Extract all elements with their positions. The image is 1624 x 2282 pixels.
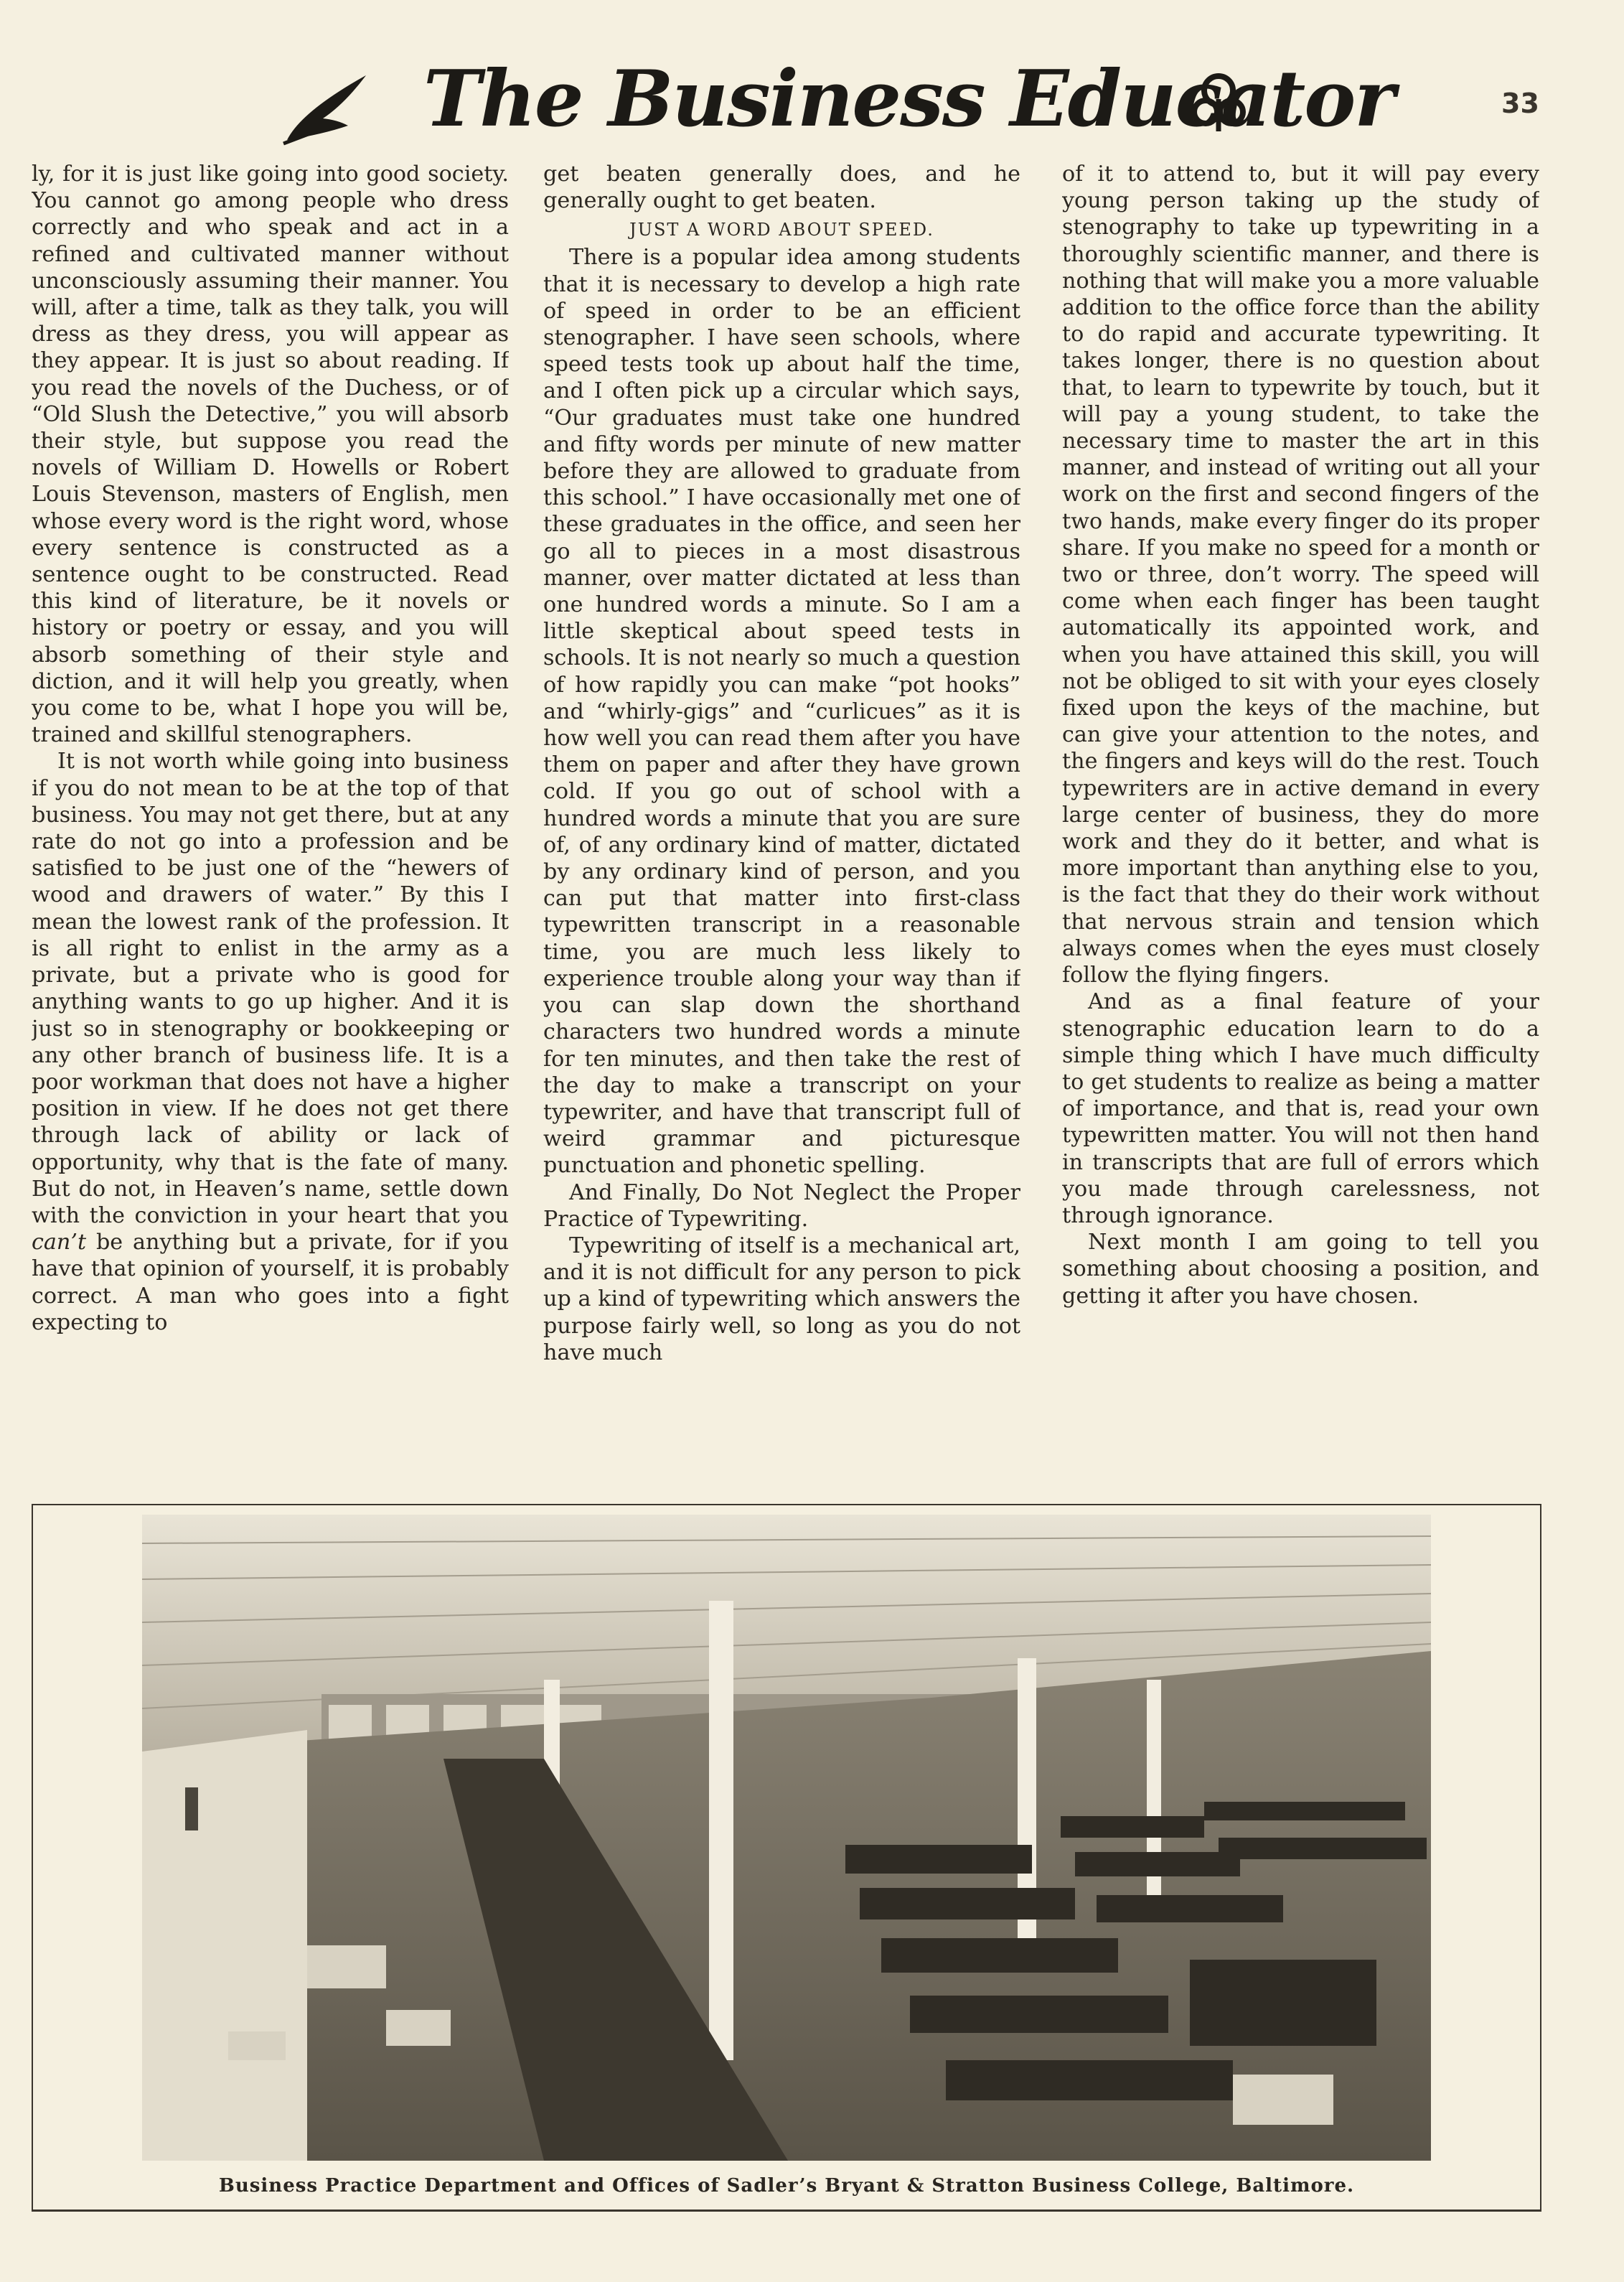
paragraph: get beaten generally does, and he generally ought to get beaten. <box>543 162 1020 214</box>
paragraph: Typewriting of itself is a mechanical art, and it is not difficult for any person to pick up a kind of typewriting which answers the purpose fairly well, so long as you do not have much <box>543 1233 1020 1365</box>
classroom-photograph <box>142 1515 1431 2161</box>
paragraph: of it to attend to, but it will pay every young person taking up the study of stenography to take up typewriting in a thoroughly scientific manner, and there is nothing that will make you a more valuable addition to the office force than the ability to do rapid and accurate typewriting. It takes longer, there is no question about that, to learn to typewrite by touch, but it will pay a young student, to take the necessary time to master the art in this manner, and instead of writing out all your work on the first and second fingers of the two hands, make every finger do its proper share. If you make no speed for a month or two or three, don’t worry. The speed will come when each finger has been taught automatically its appointed work, and when you have attained this skill, you will not be obliged to sit with your eyes closely fixed upon the keys of the machine, but can give your attention to the notes, and the fingers and keys will do the rest. Touch typewriters are in active demand in every large center of business, they do more work and they do it better, and what is more important than anything else to you, is the fact that they do their work without that nervous strain and tension which always comes when the eyes must closely follow the flying fingers. <box>1062 162 1539 988</box>
paragraph: There is a popular idea among students that it is necessary to develop a high rate of speed in order to be an efficient stenographer. I have seen schools, where speed tests took up about half the time, and I often pick up a circular which says, “Our graduates must take one hundred and fifty words per minute of new matter before they are allowed to graduate from this school.” I have occasionally met one of these graduates in the office, and seen her go all to pieces in a most disastrous manner, over matter dictated at less than one hundred words a minute. So I am a little skeptical about speed tests in schools. It is not nearly so much a question of how rapidly you can make “pot hooks” and “whirly-gigs” and “curlicues” as it is how well you can read them after you have them on paper and after they have grown cold. If you go out of school with a hundred words a minute that you are sure of, of any ordinary kind of matter, dictated by any ordinary kind of person, and you can put that matter into first-class typewritten transcript in a reasonable time, you are much less likely to experience trouble along your way than if you can slap down the shorthand characters two hundred words a minute for ten minutes, and then take the rest of the day to make a transcript on your typewriter, and have that transcript full of weird grammar and picturesque punctuation and phonetic spelling. <box>543 245 1020 1179</box>
emphasis-text: can’t <box>32 1230 87 1255</box>
paragraph: And Finally, Do Not Neglect the Proper Practice of Typewriting. <box>543 1179 1020 1232</box>
text-column-1 <box>32 161 509 1485</box>
text-column-2 <box>543 161 1020 1485</box>
paragraph-text: be anything but a private, for if you have that opinion of yourself, it is probably correct. A man who goes into a fight expecting to <box>32 1230 509 1335</box>
masthead-title: The Business Educator <box>423 54 1394 144</box>
quill-pen-icon <box>280 68 373 147</box>
paragraph-text: It is not worth while going into business if you do not mean to be at the top of that business. You may not get there, but at any rate do not go into a profession and be satisfied to be just one of the “hewers of wood and drawers of water.” By this I mean the lowest rank of the profession. It is all right to enlist in the army as a private, but a private who is good for anything wants to go up higher. And it is just so in stenography or bookkeeping or any other branch of business life. It is a poor workman that does not have a higher position in view. If he does not get there through lack of ability or lack of opportunity, why that is the fate of many. But do not, in Heaven’s name, settle down with the conviction in your heart that you <box>32 749 509 1228</box>
masthead <box>0 43 1624 151</box>
figure-caption: Business Practice Department and Offices of Sadler’s Bryant & Stratton Business College, Baltimore. <box>218 2175 1355 2197</box>
page-number: 33 <box>1501 88 1539 119</box>
paragraph <box>32 748 509 1335</box>
paragraph: ly, for it is just like going into good society. You cannot go among people who dress correctly and who speak and act in a refined and cultivated manner without unconsciously assuming their manner. You will, after a time, talk as they talk, you will dress as they dress, you will appear as they appear. It is just so about reading. If you read the novels of the Duchess, or of “Old Slush the Detective,” you will absorb their style, but suppose you read the novels of William D. Howells or Robert Louis Stevenson, masters of English, men whose every word is the right word, whose every sentence is constructed as a sentence ought to be constructed. Read this kind of literature, be it novels or history or poetry or essay, and you will absorb something of their style and diction, and it will help you greatly, when you come to be, what I hope you will be, trained and skillful stenographers. <box>32 162 509 748</box>
text-column-3 <box>1062 161 1539 1485</box>
section-subheading: JUST A WORD ABOUT SPEED. <box>629 220 934 240</box>
paragraph: Next month I am going to tell you something about choosing a position, and getting it after you have chosen. <box>1062 1230 1539 1309</box>
paragraph: And as a final feature of your stenographic education learn to do a simple thing which I have much difficulty to get students to realize as being a matter of importance, and that is, read your own typewritten matter. You will not then hand in transcripts that are full of errors which you made through carelessness, not through ignorance. <box>1062 989 1539 1228</box>
bottom-rule <box>32 2209 1541 2212</box>
emblem-icon <box>1190 70 1247 135</box>
